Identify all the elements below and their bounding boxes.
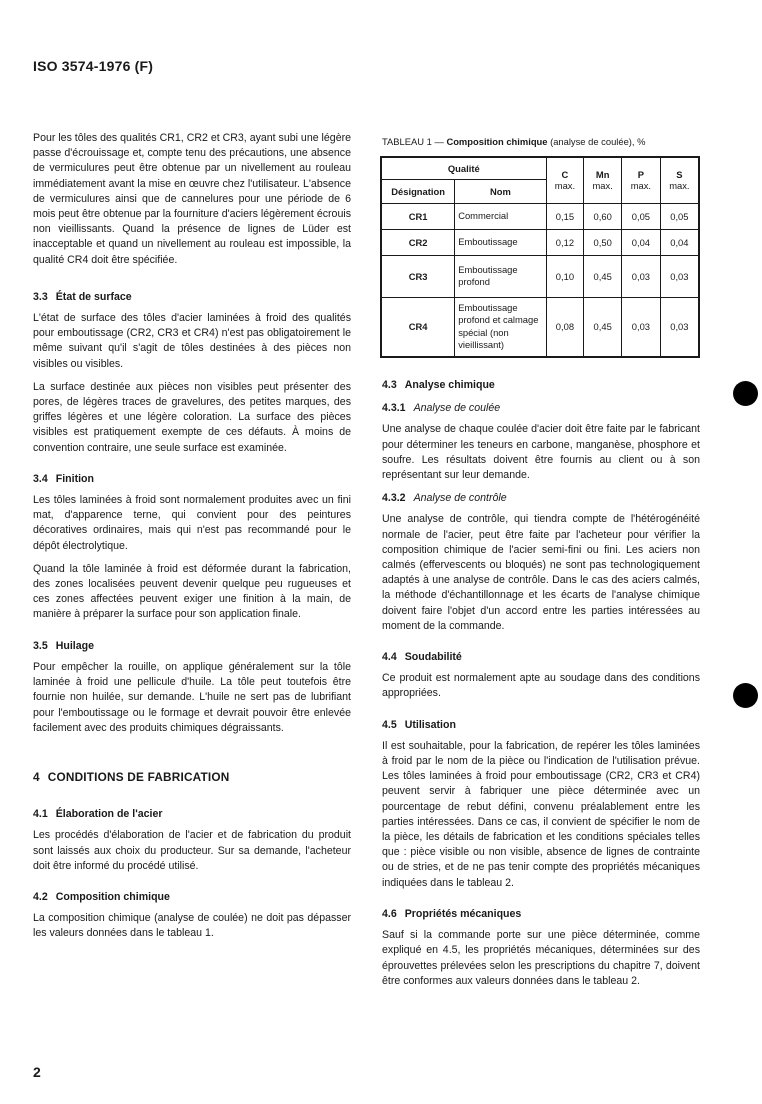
section-4-4-paragraph: Ce produit est normalement apte au soudage dans des conditions appropriées.: [382, 672, 700, 700]
section-3-3-heading: 3.3 État de surface: [33, 290, 132, 303]
cell-designation: CR1: [381, 203, 455, 229]
header-s: S max.: [660, 157, 699, 203]
cell-mn: 0,60: [584, 203, 622, 229]
cell-mn: 0,45: [584, 297, 622, 357]
punch-hole-icon: [733, 683, 758, 708]
header-nom: Nom: [455, 179, 546, 203]
cell-nom: Commercial: [455, 203, 546, 229]
cell-c: 0,12: [546, 229, 584, 255]
section-4-3-2-heading: 4.3.2 Analyse de contrôle: [382, 492, 507, 505]
cell-s: 0,03: [660, 255, 699, 297]
cell-s: 0,04: [660, 229, 699, 255]
table-row: [381, 255, 699, 297]
intro-paragraph: Pour les tôles des qualités CR1, CR2 et CR3, ayant subi une légère passe d'écrouissage et, compte tenu des précautions, une absence de vermiculures peut être obtenue par un nivellement au rouleau immédiatement avant la mise en œuvre chez l'utilisateur. L'absence de vermiculures ainsi que de cannelures pour une période de 6 mois peut être obtenue par la fourniture d'aciers légèrement écrouis non vieillissants. Quand la présence de lignes de Lüder est inacceptable et quand un nivellement au rouleau est impossible, la qualité CR4 doit être spécifiée.: [33, 132, 351, 266]
section-4-1-paragraph-1: Les procédés d'élaboration de l'acier et de fabrication du produit sont laissés aux choix du producteur. Sur sa demande, l'acheteur doit être informé du procédé utilisé.: [33, 829, 351, 872]
section-3-3-paragraph-1: L'état de surface des tôles d'acier laminées à froid des qualités pour emboutissage (CR2, CR3 et CR4) n'est pas obligatoirement le même suivant qu'il s'agit de tôles destinées à des pièces non visibles ou visibles.: [33, 312, 351, 370]
section-4-1-heading: 4.1 Élaboration de l'acier: [33, 808, 163, 821]
section-4-3-heading: 4.3 Analyse chimique: [382, 379, 495, 391]
section-4-5-heading: 4.5 Utilisation: [382, 718, 456, 731]
section-4-3-2-paragraph: Une analyse de contrôle, qui tiendra compte de l'hétérogénéité normale de l'acier, peut être faite par l'acheteur pour vérifier la composition chimique de l'acier semi-fini ou fini. Les aciers non calmés (effervescents ou bloqués) ne sont pas technologiquement adaptés à une analyse de contrôle. Dans le cas des aciers calmés, la méthode d'échantillonnage et les écarts de l'analyse chimique doivent faire l'objet d'un accord entre les parties intéressées au moment de la commande.: [382, 513, 700, 632]
section-3-4-heading: 3.4 Finition: [33, 472, 94, 485]
section-4-3-1-paragraph: Une analyse de chaque coulée d'acier doit être faite par le fabricant pour déterminer les teneurs en carbone, manganèse, phosphore et soufre. Les résultats doivent être fournis au client ou à son représentant sur leur demande.: [382, 423, 700, 482]
header-c: C max.: [546, 157, 584, 203]
section-4-4-heading: 4.4 Soudabilité: [382, 651, 462, 664]
cell-c: 0,10: [546, 255, 584, 297]
section-3-3-paragraph-2: La surface destinée aux pièces non visibles peut présenter des pores, de légères traces de gravelures, des petites marques, des griffes légères et une légère coloration. La surface des pièces visibles est pratiquement exempte de ces défauts. À moins de convention contraire, une seule surface est examinée.: [33, 380, 351, 454]
cell-designation: CR4: [381, 297, 455, 357]
section-4-5-paragraph: Il est souhaitable, pour la fabrication, de repérer les tôles laminées à froid par le nom de la pièce ou l'indication de l'utilisation prévue. Les tôles laminées à froid pour emboutissage (CR2, CR3 et CR4) peuvent servir à fabriquer une pièce déterminée avec un pourcentage de rebut défini, convenu préalablement entre les parties intéressées. Dans ce cas, il convient de spécifier le nom de la pièce, les détails de fabrication et les conditions spéciales telles que : pièce visible ou non visible, absence de lignes de contrainte ou de stries, et de ne pas tenir compte des propriétés mécaniques indiquées dans le tableau 2.: [382, 739, 700, 889]
cell-nom: Emboutissage profond: [455, 255, 546, 297]
section-3-5-heading: 3.5 Huilage: [33, 639, 94, 652]
document-header: ISO 3574-1976 (F): [33, 58, 154, 74]
header-qualite: Qualité: [381, 157, 546, 179]
section-4-6-paragraph: Sauf si la commande porte sur une pièce déterminée, comme expliqué en 4.5, les propriétés mécaniques, déterminées sur des éprouvettes prélevées selon les prescriptions du chapitre 7, doivent être conformes aux valeurs données dans le tableau 2.: [382, 929, 700, 987]
section-3-5-paragraph-1: Pour empêcher la rouille, on applique généralement sur la tôle laminée à froid une pellicule d'huile. La tôle peut toutefois être fournie non huilée, sur demande. L'huile ne sert pas de lubrifiant pour l'emboutissage ou le formage et devrait pouvoir être enlevée facilement avec des produits chimiques dégraissants.: [33, 660, 351, 734]
section-4-3-1-heading: 4.3.1 Analyse de coulée: [382, 402, 501, 415]
section-4-2-paragraph-1: La composition chimique (analyse de coulée) ne doit pas dépasser les valeurs données dans le tableau 1.: [33, 912, 351, 940]
cell-p: 0,03: [622, 297, 661, 357]
cell-nom: Emboutissage profond et calmage spécial (non vieillissant): [455, 297, 546, 357]
table-row: [381, 203, 699, 229]
cell-s: 0,05: [660, 203, 699, 229]
section-3-4-paragraph-2: Quand la tôle laminée à froid est déformée durant la fabrication, des zones localisées peuvent devenir quelque peu rugueuses et ces zones affectées peuvent exiger une finition à la main, de manière à préparer la surface pour son application finale.: [33, 562, 351, 621]
cell-c: 0,08: [546, 297, 584, 357]
punch-hole-icon: [733, 381, 758, 406]
cell-nom: Emboutissage: [455, 229, 546, 255]
cell-p: 0,04: [622, 229, 661, 255]
chapter-4-heading: 4 CONDITIONS DE FABRICATION: [33, 769, 230, 784]
cell-designation: CR2: [381, 229, 455, 255]
section-3-4-paragraph-1: Les tôles laminées à froid sont normalement produites avec un fini mat, d'apparence terne, qui convient pour des peintures décoratives ordinaires, mais qui n'est pas recommandé pour le dépôt électrolytique.: [33, 494, 351, 552]
cell-p: 0,03: [622, 255, 661, 297]
right-column: [382, 378, 700, 997]
page-number: 2: [33, 1064, 41, 1080]
header-designation: Désignation: [381, 179, 455, 203]
section-4-2-heading: 4.2 Composition chimique: [33, 890, 170, 903]
cell-mn: 0,45: [584, 255, 622, 297]
table-row: [381, 229, 699, 255]
table-1-caption: TABLEAU 1 — Composition chimique (analyse de coulée), %: [382, 136, 646, 147]
cell-c: 0,15: [546, 203, 584, 229]
left-column: [33, 131, 351, 950]
composition-table: [380, 156, 700, 358]
cell-p: 0,05: [622, 203, 661, 229]
cell-mn: 0,50: [584, 229, 622, 255]
header-p: P max.: [622, 157, 661, 203]
section-4-6-heading: 4.6 Propriétés mécaniques: [382, 907, 522, 920]
cell-s: 0,03: [660, 297, 699, 357]
table-row: [381, 297, 699, 357]
header-mn: Mn max.: [584, 157, 622, 203]
cell-designation: CR3: [381, 255, 455, 297]
